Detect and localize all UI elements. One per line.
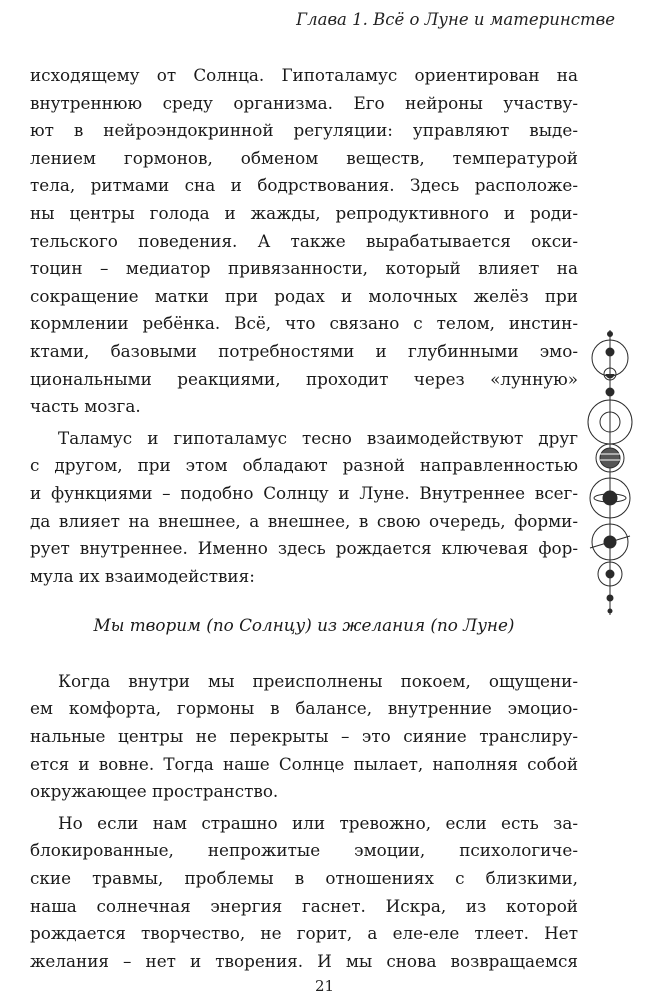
text-line: Таламус и гипоталамус тесно взаимодействуют друг	[58, 427, 578, 448]
text-line: ется и вовне. Тогда наше Солнце пылает, наполняя собой	[30, 753, 578, 774]
text-line: кормлении ребёнка. Всё, что связано с телом, инстин-	[30, 313, 578, 334]
text-line: Но если нам страшно или тревожно, если есть за-	[58, 812, 578, 833]
text-line: исходящему от Солнца. Гипоталамус ориентирован на	[30, 65, 578, 85]
text-line: с другом, при этом обладают разной направленностью	[30, 455, 578, 476]
planets-ornament-icon	[585, 330, 635, 615]
formula-quote: Мы творим (по Солнцу) из желания (по Луне)	[93, 615, 515, 636]
text-line: циональными реакциями, проходит через «лунную»	[30, 368, 578, 389]
text-line: сокращение матки при родах и молочных желёз при	[30, 285, 578, 306]
text-line: тела, ритмами сна и бодрствования. Здесь расположе-	[30, 175, 578, 196]
paragraph-1	[30, 62, 578, 421]
text-line: часть мозга.	[30, 396, 141, 417]
text-line: блокированные, непрожитые эмоции, психологиче-	[30, 840, 578, 861]
text-line: лением гормонов, обменом веществ, температурой	[30, 147, 578, 168]
text-line: ют в нейроэндокринной регуляции: управляют выде-	[30, 120, 578, 141]
text-line: наша солнечная энергия гаснет. Искра, из которой	[30, 895, 578, 916]
running-head: Глава 1. Всё о Луне и материнстве	[296, 10, 615, 29]
page-number: 21	[314, 977, 335, 995]
text-line: ем комфорта, гормоны в балансе, внутренние эмоцио-	[30, 698, 578, 719]
paragraph-3	[30, 668, 578, 806]
text-line: и функциями – подобно Солнцу и Луне. Внутреннее всег-	[30, 482, 578, 503]
paragraph-2	[30, 425, 578, 591]
text-line: желания – нет и творения. И мы снова возвращаемся	[30, 950, 578, 971]
text-line: ктами, базовыми потребностями и глубинными эмо-	[30, 340, 578, 361]
text-line: внутреннюю среду организма. Его нейроны участву-	[30, 92, 578, 113]
text-line: Когда внутри мы преисполнены покоем, ощущени-	[58, 670, 578, 691]
text-line: мула их взаимодействия:	[30, 565, 255, 586]
text-line: ны центры голода и жажды, репродуктивного и роди-	[30, 202, 578, 223]
text-line: рождается творчество, не горит, а еле-еле тлеет. Нет	[30, 923, 578, 944]
paragraph-4	[30, 810, 578, 976]
text-line: окружающее пространство.	[30, 781, 279, 802]
text-line: да влияет на внешнее, а внешнее, в свою очередь, форми-	[30, 510, 578, 531]
text-line: тельского поведения. А также вырабатывается окси-	[30, 230, 578, 251]
text-line: ские травмы, проблемы в отношениях с близкими,	[30, 868, 578, 889]
text-line: нальные центры не перекрыты – это сияние транслиру-	[30, 726, 578, 747]
body-text	[30, 62, 578, 975]
text-line: рует внутреннее. Именно здесь рождается ключевая фор-	[30, 538, 578, 559]
text-line: тоцин – медиатор привязанности, который влияет на	[30, 258, 578, 279]
